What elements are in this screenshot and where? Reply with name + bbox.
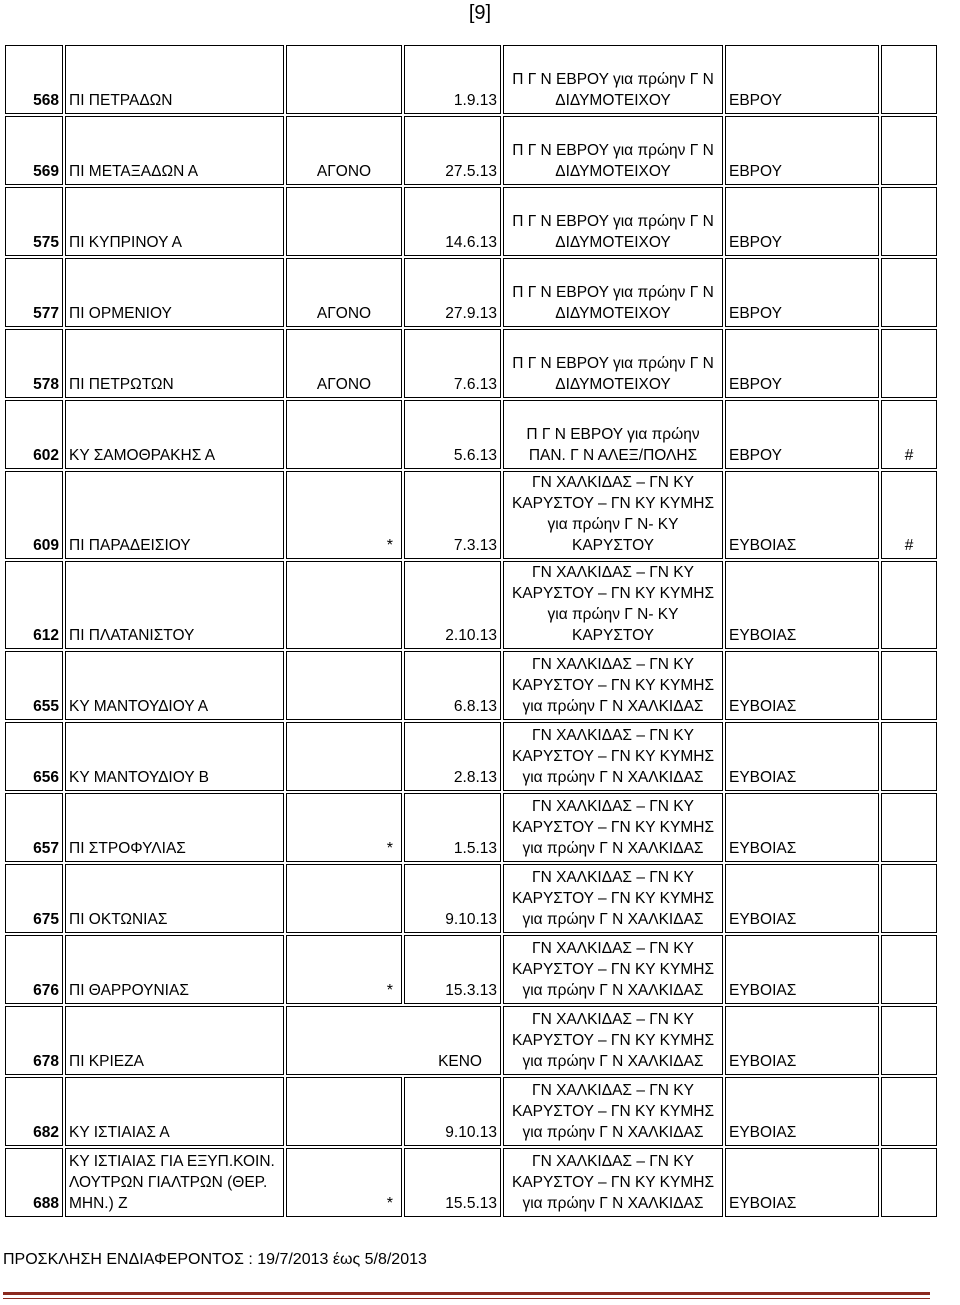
row-name: ΠΙ ΚΥΠΡΙΝΟΥ Α <box>65 187 284 256</box>
row-prefecture: ΕΥΒΟΙΑΣ <box>725 651 879 720</box>
row-mark <box>881 561 937 649</box>
row-date: 14.6.13 <box>404 187 501 256</box>
row-prefecture: ΕΒΡΟΥ <box>725 400 879 469</box>
row-code: 678 <box>5 1006 63 1075</box>
row-date: 15.5.13 <box>404 1148 501 1217</box>
row-date: 1.9.13 <box>404 45 501 114</box>
row-date: 6.8.13 <box>404 651 501 720</box>
row-date: 2.8.13 <box>404 722 501 791</box>
row-flag <box>286 722 402 791</box>
row-name: ΠΙ ΠΑΡΑΔΕΙΣΙΟΥ <box>65 471 284 559</box>
row-code: 578 <box>5 329 63 398</box>
row-prefecture: ΕΥΒΟΙΑΣ <box>725 793 879 862</box>
table-row <box>5 793 937 862</box>
row-prefecture: ΕΒΡΟΥ <box>725 116 879 185</box>
row-note: ΓΝ ΧΑΛΚΙΔΑΣ – ΓΝ ΚΥ ΚΑΡΥΣΤΟΥ – ΓΝ ΚΥ ΚΥΜΗΣ για πρώην Γ Ν ΧΑΛΚΙΔΑΣ <box>503 1006 723 1075</box>
row-name: ΚΥ ΜΑΝΤΟΥΔΙΟΥ Α <box>65 651 284 720</box>
row-name: ΠΙ ΜΕΤΑΞΑΔΩΝ Α <box>65 116 284 185</box>
row-flag <box>286 400 402 469</box>
row-note: Π Γ Ν ΕΒΡΟΥ για πρώην Γ Ν ΔΙΔΥΜΟΤΕΙΧΟΥ <box>503 187 723 256</box>
row-mark <box>881 258 937 327</box>
row-date: 27.5.13 <box>404 116 501 185</box>
row-prefecture: ΕΒΡΟΥ <box>725 187 879 256</box>
row-name: ΠΙ ΚΡΙΕΖΑ <box>65 1006 284 1075</box>
row-date: 27.9.13 <box>404 258 501 327</box>
row-code: 577 <box>5 258 63 327</box>
row-prefecture: ΕΥΒΟΙΑΣ <box>725 1077 879 1146</box>
row-mark <box>881 722 937 791</box>
table-row <box>5 258 937 327</box>
row-prefecture: ΕΥΒΟΙΑΣ <box>725 864 879 933</box>
row-mark <box>881 793 937 862</box>
row-prefecture: ΕΒΡΟΥ <box>725 258 879 327</box>
row-note: ΓΝ ΧΑΛΚΙΔΑΣ – ΓΝ ΚΥ ΚΑΡΥΣΤΟΥ – ΓΝ ΚΥ ΚΥΜΗΣ για πρώην Γ Ν ΧΑΛΚΙΔΑΣ <box>503 651 723 720</box>
row-date: 9.10.13 <box>404 1077 501 1146</box>
row-name: ΠΙ ΟΚΤΩΝΙΑΣ <box>65 864 284 933</box>
footer-rule-thick <box>3 1292 930 1295</box>
row-mark <box>881 187 937 256</box>
row-note: ΓΝ ΧΑΛΚΙΔΑΣ – ΓΝ ΚΥ ΚΑΡΥΣΤΟΥ – ΓΝ ΚΥ ΚΥΜΗΣ για πρώην Γ Ν ΧΑΛΚΙΔΑΣ <box>503 1148 723 1217</box>
table-row <box>5 329 937 398</box>
row-note: ΓΝ ΧΑΛΚΙΔΑΣ – ΓΝ ΚΥ ΚΑΡΥΣΤΟΥ – ΓΝ ΚΥ ΚΥΜΗΣ για πρώην Γ Ν ΧΑΛΚΙΔΑΣ <box>503 935 723 1004</box>
row-prefecture: ΕΥΒΟΙΑΣ <box>725 722 879 791</box>
row-mark <box>881 1148 937 1217</box>
row-mark <box>881 1006 937 1075</box>
row-flag <box>286 187 402 256</box>
row-code: 609 <box>5 471 63 559</box>
table-row <box>5 722 937 791</box>
row-mark <box>881 116 937 185</box>
row-note: ΓΝ ΧΑΛΚΙΔΑΣ – ΓΝ ΚΥ ΚΑΡΥΣΤΟΥ – ΓΝ ΚΥ ΚΥΜΗΣ για πρώην Γ Ν ΧΑΛΚΙΔΑΣ <box>503 864 723 933</box>
row-code: 682 <box>5 1077 63 1146</box>
row-flag <box>286 45 402 114</box>
row-flag: * <box>286 793 402 862</box>
row-prefecture: ΕΥΒΟΙΑΣ <box>725 935 879 1004</box>
row-prefecture: ΕΥΒΟΙΑΣ <box>725 1006 879 1075</box>
table-row <box>5 1077 937 1146</box>
footer-text: ΠΡΟΣΚΛΗΣΗ ΕΝΔΙΑΦΕΡΟΝΤΟΣ : 19/7/2013 έως 5/8/2013 <box>3 1251 427 1268</box>
row-name: ΠΙ ΠΛΑΤΑΝΙΣΤΟΥ <box>65 561 284 649</box>
table-row <box>5 471 937 559</box>
row-flag: ΑΓΟΝΟ <box>286 258 402 327</box>
row-mark: # <box>881 471 937 559</box>
row-note: Π Γ Ν ΕΒΡΟΥ για πρώην Γ Ν ΔΙΔΥΜΟΤΕΙΧΟΥ <box>503 116 723 185</box>
footer-rule-thin <box>3 1298 930 1299</box>
row-code: 657 <box>5 793 63 862</box>
row-code: 602 <box>5 400 63 469</box>
row-name: ΠΙ ΣΤΡΟΦΥΛΙΑΣ <box>65 793 284 862</box>
row-flag <box>286 651 402 720</box>
row-note: Π Γ Ν ΕΒΡΟΥ για πρώην ΠΑΝ. Γ Ν ΑΛΕΞ/ΠΟΛΗΣ <box>503 400 723 469</box>
row-mark <box>881 329 937 398</box>
row-code: 569 <box>5 116 63 185</box>
row-date: 7.6.13 <box>404 329 501 398</box>
row-note: ΓΝ ΧΑΛΚΙΔΑΣ – ΓΝ ΚΥ ΚΑΡΥΣΤΟΥ – ΓΝ ΚΥ ΚΥΜΗΣ για πρώην Γ Ν ΧΑΛΚΙΔΑΣ <box>503 722 723 791</box>
row-mark: # <box>881 400 937 469</box>
row-mark <box>881 935 937 1004</box>
row-name: ΚΥ ΙΣΤΙΑΙΑΣ Α <box>65 1077 284 1146</box>
posts-table <box>3 43 939 1219</box>
row-code: 676 <box>5 935 63 1004</box>
row-date: 9.10.13 <box>404 864 501 933</box>
row-date: 2.10.13 <box>404 561 501 649</box>
row-note: Π Γ Ν ΕΒΡΟΥ για πρώην Γ Ν ΔΙΔΥΜΟΤΕΙΧΟΥ <box>503 45 723 114</box>
row-code: 656 <box>5 722 63 791</box>
row-name: ΠΙ ΠΕΤΡΑΔΩΝ <box>65 45 284 114</box>
row-prefecture: ΕΥΒΟΙΑΣ <box>725 1148 879 1217</box>
row-name: ΠΙ ΠΕΤΡΩΤΩΝ <box>65 329 284 398</box>
row-mark <box>881 864 937 933</box>
row-code: 655 <box>5 651 63 720</box>
row-flag: ΑΓΟΝΟ <box>286 329 402 398</box>
row-prefecture: ΕΒΡΟΥ <box>725 329 879 398</box>
table-row <box>5 864 937 933</box>
row-flag: * <box>286 935 402 1004</box>
row-date: 15.3.13 <box>404 935 501 1004</box>
row-date: 1.5.13 <box>404 793 501 862</box>
row-flag: * <box>286 471 402 559</box>
row-note: ΓΝ ΧΑΛΚΙΔΑΣ – ΓΝ ΚΥ ΚΑΡΥΣΤΟΥ – ΓΝ ΚΥ ΚΥΜΗΣ για πρώην Γ Ν ΧΑΛΚΙΔΑΣ <box>503 793 723 862</box>
table-row <box>5 1148 937 1217</box>
row-date: 7.3.13 <box>404 471 501 559</box>
row-flag: * <box>286 1148 402 1217</box>
row-flag: ΑΓΟΝΟ <box>286 116 402 185</box>
row-name: ΚΥ ΣΑΜΟΘΡΑΚΗΣ Α <box>65 400 284 469</box>
row-mark <box>881 651 937 720</box>
row-prefecture: ΕΥΒΟΙΑΣ <box>725 471 879 559</box>
row-mark <box>881 1077 937 1146</box>
row-code: 575 <box>5 187 63 256</box>
row-mark <box>881 45 937 114</box>
table-row <box>5 651 937 720</box>
row-note: ΓΝ ΧΑΛΚΙΔΑΣ – ΓΝ ΚΥ ΚΑΡΥΣΤΟΥ – ΓΝ ΚΥ ΚΥΜΗΣ για πρώην Γ Ν- ΚΥ ΚΑΡΥΣΤΟΥ <box>503 561 723 649</box>
table-row <box>5 45 937 114</box>
table-row <box>5 116 937 185</box>
row-name: ΚΥ ΜΑΝΤΟΥΔΙΟΥ Β <box>65 722 284 791</box>
row-prefecture: ΕΒΡΟΥ <box>725 45 879 114</box>
row-code: 675 <box>5 864 63 933</box>
row-note: Π Γ Ν ΕΒΡΟΥ για πρώην Γ Ν ΔΙΔΥΜΟΤΕΙΧΟΥ <box>503 258 723 327</box>
row-code: 568 <box>5 45 63 114</box>
table-row <box>5 400 937 469</box>
row-note: ΓΝ ΧΑΛΚΙΔΑΣ – ΓΝ ΚΥ ΚΑΡΥΣΤΟΥ – ΓΝ ΚΥ ΚΥΜΗΣ για πρώην Γ Ν ΧΑΛΚΙΔΑΣ <box>503 1077 723 1146</box>
row-date: 5.6.13 <box>404 400 501 469</box>
row-name: ΠΙ ΘΑΡΡΟΥΝΙΑΣ <box>65 935 284 1004</box>
row-prefecture: ΕΥΒΟΙΑΣ <box>725 561 879 649</box>
row-note: Π Γ Ν ΕΒΡΟΥ για πρώην Γ Ν ΔΙΔΥΜΟΤΕΙΧΟΥ <box>503 329 723 398</box>
table-row <box>5 561 937 649</box>
row-code: 688 <box>5 1148 63 1217</box>
row-code: 612 <box>5 561 63 649</box>
table-row <box>5 187 937 256</box>
table-body <box>5 45 937 1217</box>
page-number: [9] <box>468 2 492 24</box>
row-date: ΚΕΝΟ <box>286 1006 501 1075</box>
row-flag <box>286 864 402 933</box>
row-flag <box>286 561 402 649</box>
row-note: ΓΝ ΧΑΛΚΙΔΑΣ – ΓΝ ΚΥ ΚΑΡΥΣΤΟΥ – ΓΝ ΚΥ ΚΥΜΗΣ για πρώην Γ Ν- ΚΥ ΚΑΡΥΣΤΟΥ <box>503 471 723 559</box>
row-flag <box>286 1077 402 1146</box>
row-name: ΚΥ ΙΣΤΙΑΙΑΣ ΓΙΑ ΕΞΥΠ.ΚΟΙΝ. ΛΟΥΤΡΩΝ ΓΙΑΛΤΡΩΝ (ΘΕΡ. ΜΗΝ.) Ζ <box>65 1148 284 1217</box>
row-name: ΠΙ ΟΡΜΕΝΙΟΥ <box>65 258 284 327</box>
table-row <box>5 935 937 1004</box>
table-row <box>5 1006 937 1075</box>
